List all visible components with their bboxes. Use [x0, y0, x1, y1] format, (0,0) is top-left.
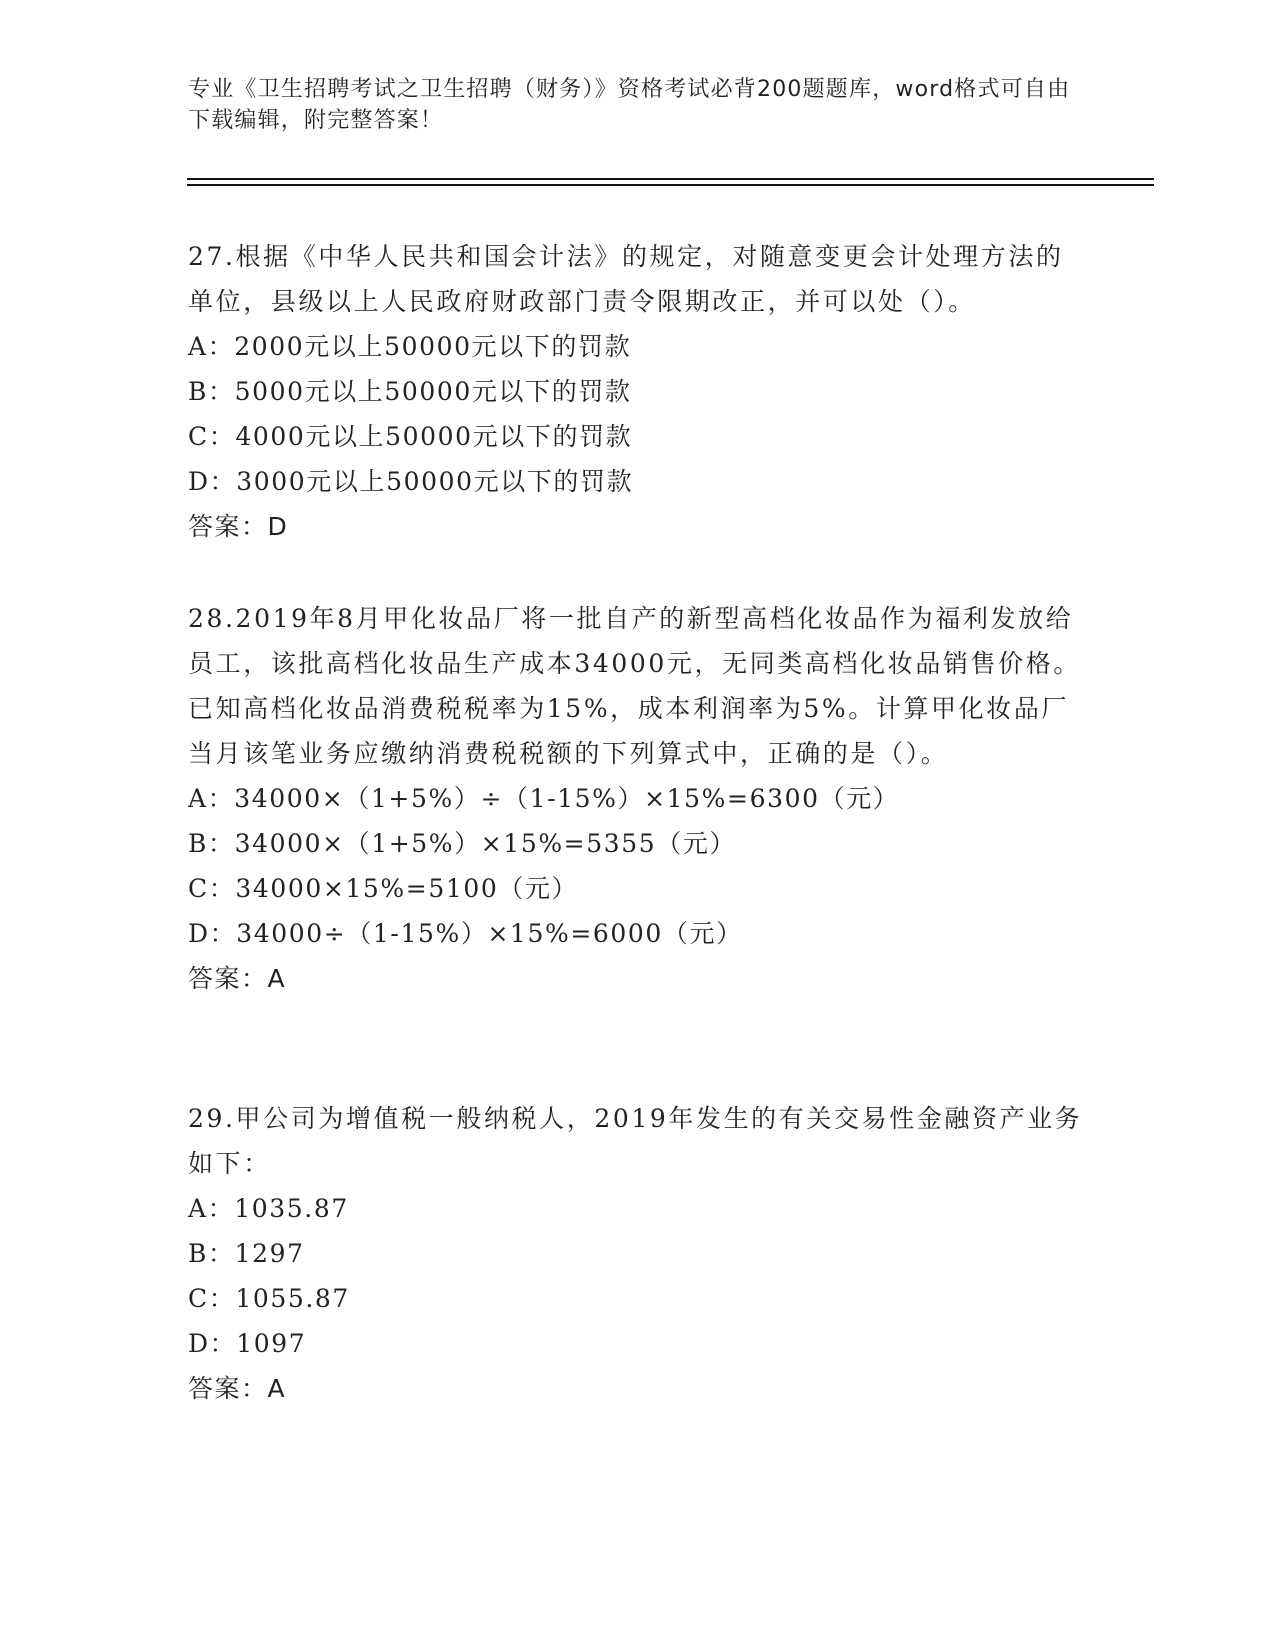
header-divider-top	[187, 178, 1154, 180]
header-text: 专业《卫生招聘考试之卫生招聘（财务）》资格考试必背200题题库，word格式可自由下载编辑，附完整答案！	[188, 77, 1071, 133]
option-a: A：2000元以上50000元以下的罚款	[188, 332, 632, 361]
option-b: B：1297	[188, 1239, 305, 1268]
question-29	[188, 1096, 1088, 1411]
question-text: 28.2019年8月甲化妆品厂将一批自产的新型高档化妆品作为福利发放给员工，该批高档化妆品生产成本34000元，无同类高档化妆品销售价格。已知高档化妆品消费税税率为15%，成本利润率为5%。计算甲化妆品厂当月该笔业务应缴纳消费税税额的下列算式中，正确的是（）。	[188, 604, 1081, 768]
header-divider-bottom	[187, 184, 1154, 186]
option-c: C：34000×15%=5100（元）	[188, 874, 579, 903]
question-28	[188, 596, 1088, 1001]
question-27	[188, 234, 1088, 549]
answer-text: 答案：D	[188, 512, 289, 541]
document-header	[188, 74, 1088, 136]
answer-text: 答案：A	[188, 964, 287, 993]
answer-text: 答案：A	[188, 1374, 287, 1403]
option-d: D：1097	[188, 1329, 307, 1358]
option-d: D：3000元以上50000元以下的罚款	[188, 467, 634, 496]
option-a: A：1035.87	[188, 1194, 349, 1223]
option-c: C：1055.87	[188, 1284, 350, 1313]
question-text: 27.根据《中华人民共和国会计法》的规定，对随意变更会计处理方法的单位，县级以上人民政府财政部门责令限期改正，并可以处（）。	[188, 242, 1064, 316]
option-b: B：5000元以上50000元以下的罚款	[188, 377, 632, 406]
option-a: A：34000×（1+5%）÷（1-15%）×15%=6300（元）	[188, 784, 900, 813]
option-d: D：34000÷（1-15%）×15%=6000（元）	[188, 919, 743, 948]
option-c: C：4000元以上50000元以下的罚款	[188, 422, 633, 451]
question-text: 29.甲公司为增值税一般纳税人，2019年发生的有关交易性金融资产业务如下：	[188, 1104, 1083, 1178]
option-b: B：34000×（1+5%）×15%=5355（元）	[188, 829, 737, 858]
